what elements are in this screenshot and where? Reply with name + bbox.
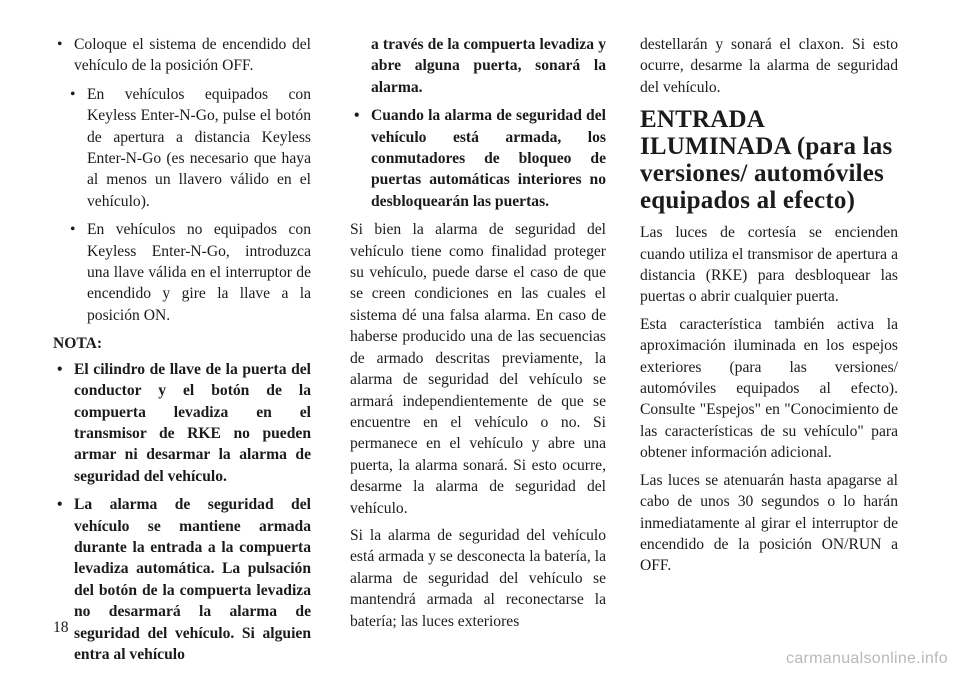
column-right bbox=[640, 34, 898, 583]
watermark: carmanualsonline.info bbox=[786, 650, 948, 667]
bullet-list-main bbox=[53, 34, 311, 77]
sub-bullet-no-keyless: • En vehículos no equipados con Keyless Enter-N-Go, introduzca una llave válida en el interruptor de encendido y gire la llave a la posición ON. bbox=[66, 219, 311, 326]
note-bullet-liftgate: • La alarma de seguridad del vehículo se mantiene armada durante la entrada a la compuerta levadiza automática. La pulsación del botón de la compuerta levadiza no desarmará la alarma de seguridad del vehículo. Si alguien entra al vehículo bbox=[53, 494, 311, 665]
bullet-ignition: • Coloque el sistema de encendido del vehículo de la posición OFF. bbox=[53, 34, 311, 77]
note-label: NOTA: bbox=[53, 335, 103, 353]
paragraph-false-alarm: Si bien la alarma de seguridad del vehículo tiene como finalidad proteger su vehículo, puede darse el caso de que se creen condiciones en las cuales el sistema dé una falsa alarma. En caso de haberse producido una de las secuencias de armado descritas previamente, la alarma de seguridad del vehículo se armará independientemente de que se encuentre en el vehículo o no. Si permanece en el vehículo y abre una puerta, la alarma sonará. Si esto ocurre, desarme la alarma de seguridad del vehículo. bbox=[350, 221, 606, 517]
page-number: 18 bbox=[53, 619, 69, 636]
column-middle bbox=[350, 34, 606, 638]
note-bullet-list-2 bbox=[350, 105, 606, 212]
paragraph-courtesy-lights: Las luces de cortesía se encienden cuando utiliza el transmisor de apertura a distancia (RKE) para desbloquear las puertas o abrir cualquier puerta. bbox=[640, 224, 898, 306]
note-bullet-list bbox=[53, 359, 311, 666]
note-bullet-door-locks: • Cuando la alarma de seguridad del vehículo está armada, los conmutadores de bloqueo de puertas automáticas interiores no desbloquearán las puertas. bbox=[350, 105, 606, 212]
column-left bbox=[53, 34, 311, 672]
paragraph-battery: Si la alarma de seguridad del vehículo está armada y se desconecta la batería, la alarma de seguridad del vehículo se mantendrá armada al reconectarse la batería; las luces exteriores bbox=[350, 526, 606, 630]
note-bullet-key-cylinder: • El cilindro de llave de la puerta del conductor y el botón de la compuerta levadiza en el transmisor de RKE no pueden armar ni desarmar la alarma de seguridad del vehículo. bbox=[53, 359, 311, 487]
section-heading: ENTRADA ILUMINADA (para las versiones/ automóviles equipados al efecto) bbox=[640, 106, 893, 215]
note-continuation: a través de la compuerta levadiza y abre alguna puerta, sonará la alarma. bbox=[371, 36, 606, 96]
paragraph-continuation: destellarán y sonará el claxon. Si esto ocurre, desarme la alarma de seguridad del vehículo. bbox=[640, 36, 898, 96]
sub-bullet-list bbox=[53, 84, 311, 326]
paragraph-mirror-approach: Esta característica también activa la aproximación iluminada en los espejos exteriores (para las versiones/ automóviles equipados al efecto). Consulte "Espejos" en "Conocimiento de las características de su vehículo" para obtener información adicional. bbox=[640, 315, 898, 462]
sub-bullet-keyless: • En vehículos equipados con Keyless Enter-N-Go, pulse el botón de apertura a distancia Keyless Enter-N-Go (es necesario que haya al menos un llavero válido en el vehículo). bbox=[66, 84, 311, 212]
paragraph-lights-dim: Las luces se atenuarán hasta apagarse al cabo de unos 30 segundos o lo harán inmediatamente al girar el interruptor de encendido de la posición ON/RUN a OFF. bbox=[640, 471, 898, 575]
